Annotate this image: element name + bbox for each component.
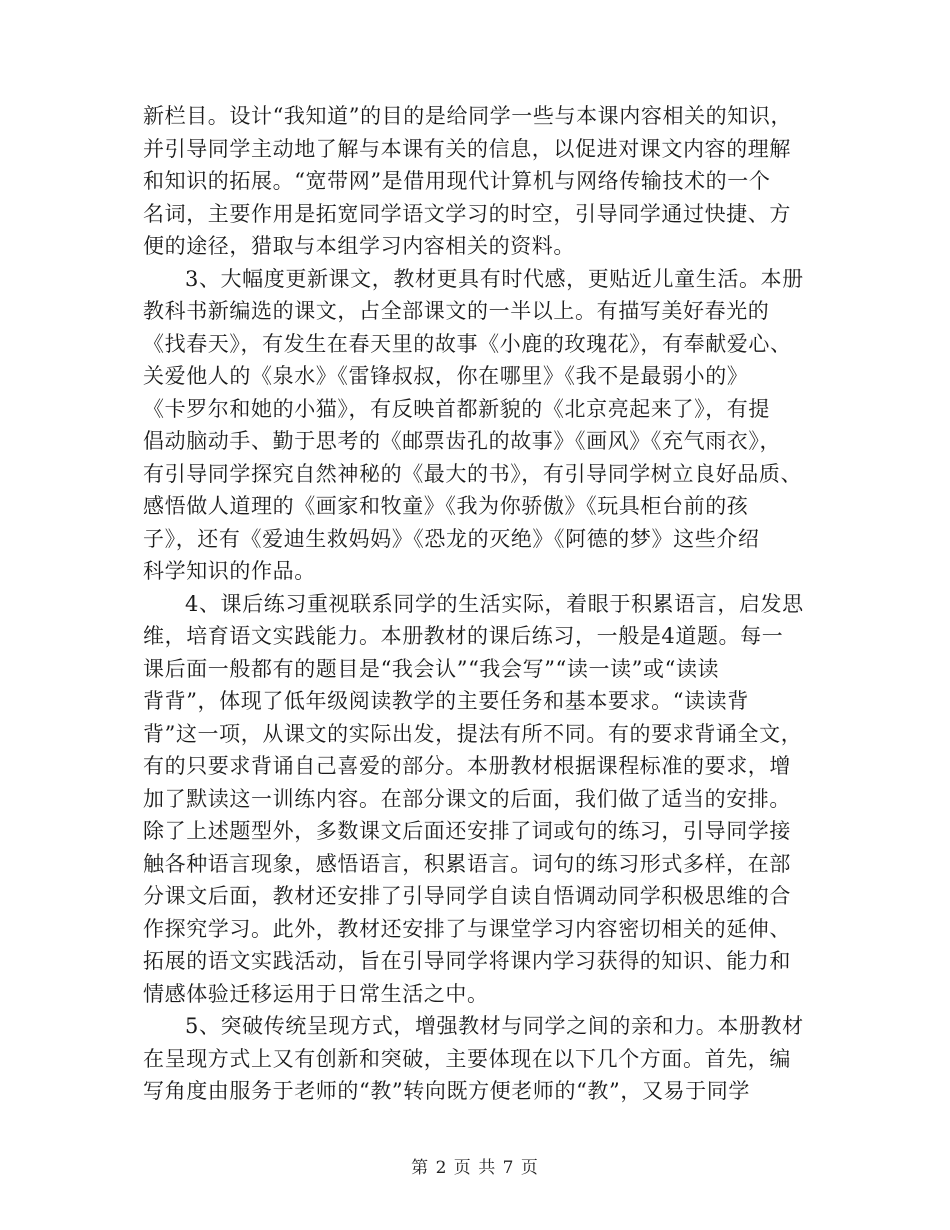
text-line: 《找春天》，有发生在春天里的故事《小鹿的玫瑰花》，有奉献爱心、	[143, 331, 792, 356]
text-line: 除了上述题型外，多数课文后面还安排了词或句的练习，引导同学接	[143, 819, 791, 843]
text-line: 情感体验迁移运用于日常生活之中。	[143, 981, 489, 1006]
text-line: 触各种语言现象，感悟语言，积累语言。词句的练习形式多样，在部	[143, 851, 791, 876]
text-line: 和知识的拓展。“宽带网”是借用现代计算机与网络传输技术的一个	[143, 169, 771, 193]
text-line: 维，培育语文实践能力。本册教材的课后练习，一般是4道题。每一	[143, 624, 784, 648]
text-line: 《卡罗尔和她的小猫》，有反映首都新貌的《北京亮起来了》，有提	[143, 396, 770, 421]
text-line: 便的途径，猎取与本组学习内容相关的资料。	[143, 234, 575, 258]
text-line: 3、大幅度更新课文，教材更具有时代感，更贴近儿童生活。本册	[185, 266, 804, 291]
page-number-footer: 第 2 页 共 7 页	[411, 1158, 539, 1178]
text-line: 在呈现方式上又有创新和突破，主要体现在以下几个方面。首先，编	[143, 1046, 791, 1071]
text-line: 感悟做人道理的《画家和牧童》《我为你骄傲》《玩具柜台前的孩	[143, 494, 749, 518]
text-line: 背”这一项，从课文的实际出发，提法有所不同。有的要求背诵全文，	[143, 721, 803, 746]
text-line: 写角度由服务于老师的“教”转向既方便老师的“教”，又易于同学	[143, 1079, 750, 1103]
text-line: 背背”，体现了低年级阅读教学的主要任务和基本要求。“读读背	[143, 689, 749, 713]
text-line: 课后面一般都有的题目是“我会认”“我会写”“读一读”或“读读	[143, 656, 720, 681]
text-line: 5、突破传统呈现方式，增强教材与同学之间的亲和力。本册教材	[185, 1014, 804, 1038]
text-line: 分课文后面，教材还安排了引导同学自读自悟调动同学积极思维的合	[143, 884, 791, 908]
text-line: 并引导同学主动地了解与本课有关的信息，以促进对课文内容的理解	[143, 136, 791, 161]
text-line: 新栏目。设计“我知道”的目的是给同学一些与本课内容相关的知识，	[143, 104, 793, 128]
text-line: 教科书新编选的课文，占全部课文的一半以上。有描写美好春光的	[143, 299, 770, 323]
document-body	[143, 100, 815, 1108]
paragraph-continuation	[143, 100, 815, 263]
paragraph-item-4	[143, 588, 815, 1011]
text-line: 有的只要求背诵自己喜爱的部分。本册教材根据课程标准的要求，增	[143, 754, 791, 778]
text-line: 名词，主要作用是拓宽同学语文学习的时空，引导同学通过快捷、方	[143, 201, 791, 226]
paragraph-item-3	[143, 263, 815, 588]
text-line: 科学知识的作品。	[143, 559, 316, 583]
text-line: 拓展的语文实践活动，旨在引导同学将课内学习获得的知识、能力和	[143, 949, 791, 973]
text-line: 4、课后练习重视联系同学的生活实际，着眼于积累语言，启发思	[185, 591, 804, 616]
text-line: 子》，还有《爱迪生救妈妈》《恐龙的灭绝》《阿德的梦》这些介绍	[143, 526, 760, 551]
text-line: 关爱他人的《泉水》《雷锋叔叔，你在哪里》《我不是最弱小的》	[143, 364, 749, 388]
paragraph-item-5	[143, 1010, 815, 1108]
text-line: 倡动脑动手、勤于思考的《邮票齿孔的故事》《画风》《充气雨衣》，	[143, 429, 782, 453]
text-line: 作探究学习。此外，教材还安排了与课堂学习内容密切相关的延伸、	[143, 916, 791, 941]
text-line: 加了默读这一训练内容。在部分课文的后面，我们做了适当的安排。	[143, 786, 791, 811]
text-line: 有引导同学探究自然神秘的《最大的书》，有引导同学树立良好品质、	[143, 461, 803, 486]
